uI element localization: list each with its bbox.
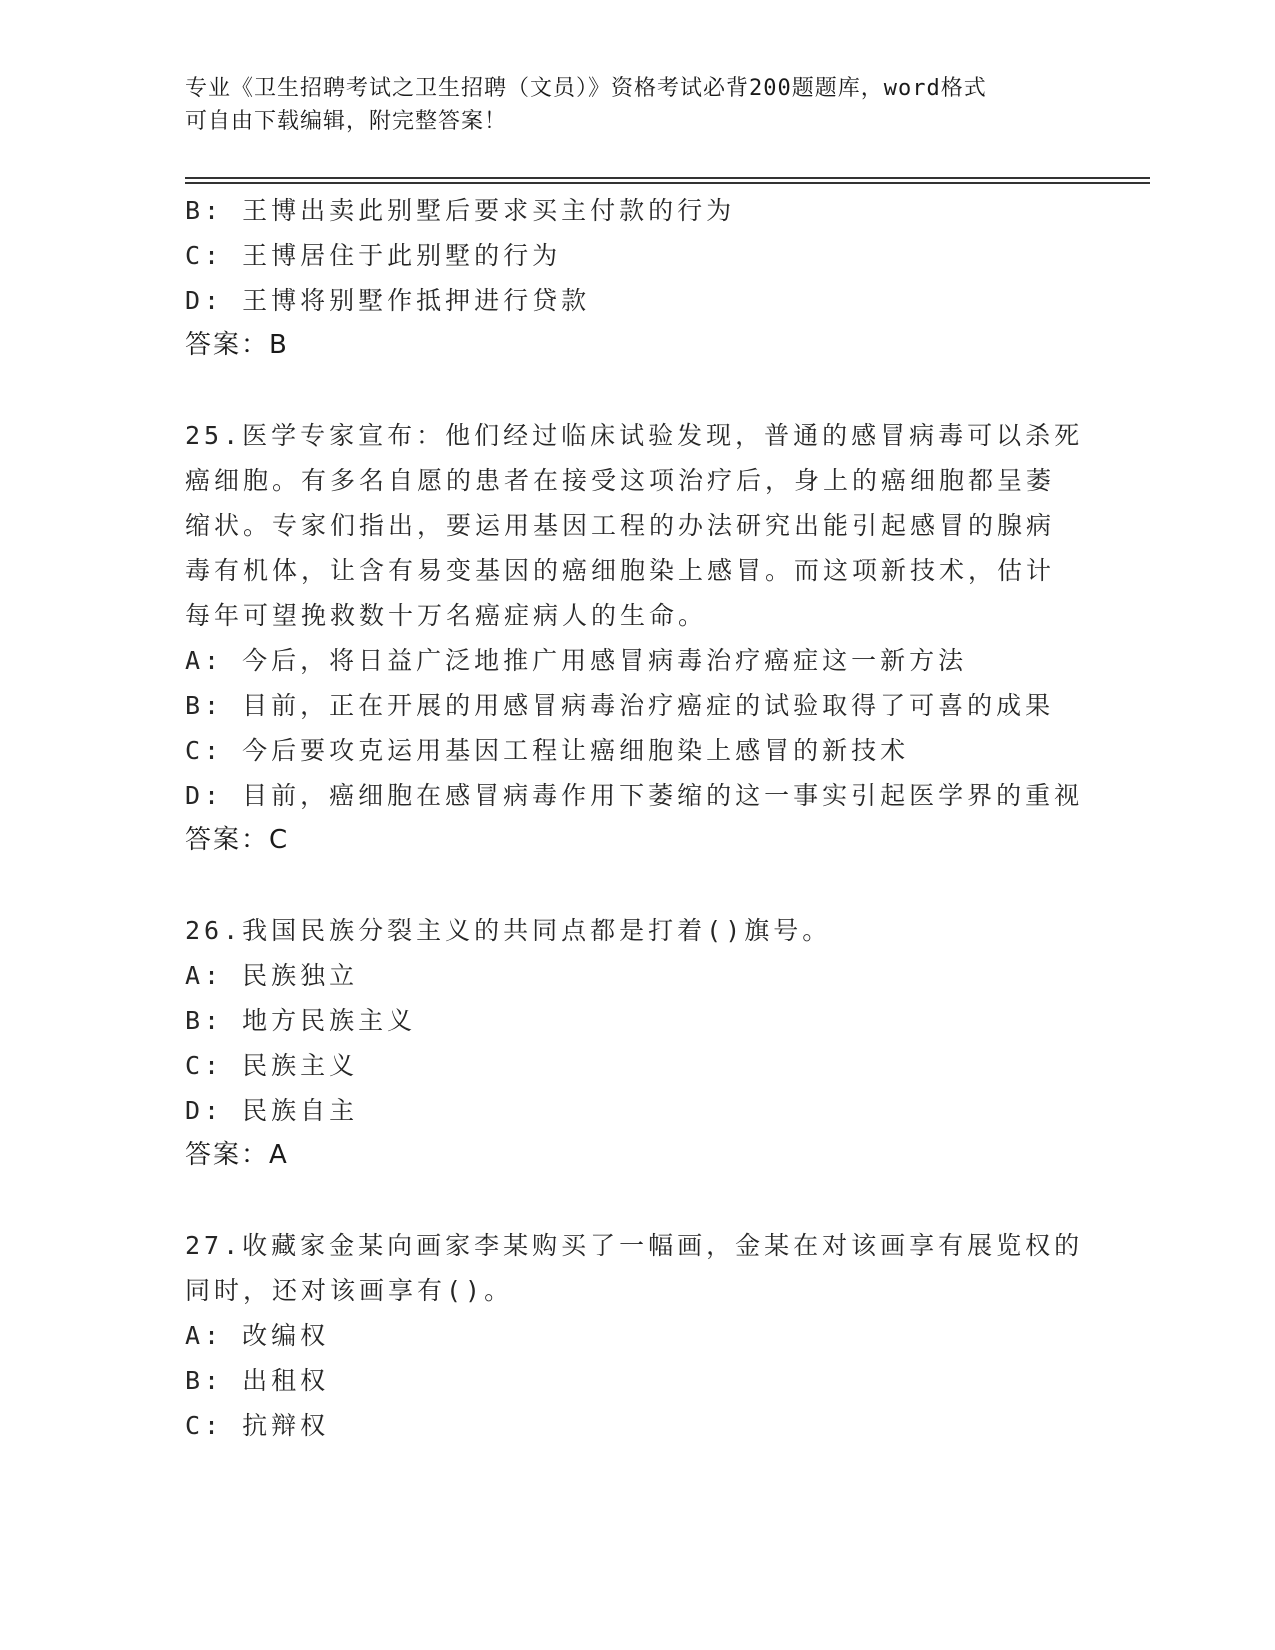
stem-line: 同时，还对该画享有()。 bbox=[185, 1276, 514, 1305]
stem-line: 26.我国民族分裂主义的共同点都是打着()旗号。 bbox=[185, 916, 832, 945]
option-a: A: 今后，将日益广泛地推广用感冒病毒治疗癌症这一新方法 bbox=[185, 646, 968, 675]
header-line-1: 专业《卫生招聘考试之卫生招聘（文员）》资格考试必背200题题库，word格式 bbox=[185, 76, 987, 101]
stem-line: 25.医学专家宣布：他们经过临床试验发现，普通的感冒病毒可以杀死 bbox=[185, 421, 1084, 450]
option-b: B: 出租权 bbox=[185, 1366, 330, 1395]
question-stem bbox=[185, 1223, 1085, 1313]
option-a: A: 民族独立 bbox=[185, 961, 359, 990]
spacer bbox=[185, 368, 1085, 413]
option-b: B: 王博出卖此别墅后要求买主付款的行为 bbox=[185, 196, 736, 225]
option-a: A: 改编权 bbox=[185, 1321, 330, 1350]
question-25 bbox=[185, 413, 1085, 863]
stem-line: 癌细胞。有多名自愿的患者在接受这项治疗后，身上的癌细胞都呈萎 bbox=[185, 466, 1056, 495]
question-stem bbox=[185, 908, 1085, 953]
answer-line: 答案：B bbox=[185, 330, 289, 360]
question-24-tail bbox=[185, 188, 1085, 368]
answer-line: 答案：A bbox=[185, 1140, 289, 1170]
spacer bbox=[185, 1178, 1085, 1223]
option-c: C: 今后要攻克运用基因工程让癌细胞染上感冒的新技术 bbox=[185, 736, 910, 765]
option-c: C: 王博居住于此别墅的行为 bbox=[185, 241, 562, 270]
option-d: D: 王博将别墅作抵押进行贷款 bbox=[185, 286, 591, 315]
option-b: B: 地方民族主义 bbox=[185, 1006, 417, 1035]
option-c: C: 民族主义 bbox=[185, 1051, 359, 1080]
spacer bbox=[185, 863, 1085, 908]
option-b: B: 目前，正在开展的用感冒病毒治疗癌症的试验取得了可喜的成果 bbox=[185, 691, 1055, 720]
question-27 bbox=[185, 1223, 1085, 1448]
stem-line: 每年可望挽救数十万名癌症病人的生命。 bbox=[185, 601, 708, 630]
question-stem bbox=[185, 413, 1085, 638]
header-line-2: 可自由下载编辑，附完整答案！ bbox=[185, 109, 508, 134]
stem-line: 缩状。专家们指出，要运用基因工程的办法研究出能引起感冒的腺病 bbox=[185, 511, 1056, 540]
option-d: D: 民族自主 bbox=[185, 1096, 359, 1125]
option-c: C: 抗辩权 bbox=[185, 1411, 330, 1440]
question-26 bbox=[185, 908, 1085, 1178]
stem-line: 27.收藏家金某向画家李某购买了一幅画，金某在对该画享有展览权的 bbox=[185, 1231, 1084, 1260]
question-list bbox=[185, 188, 1085, 1448]
option-d: D: 目前，癌细胞在感冒病毒作用下萎缩的这一事实引起医学界的重视 bbox=[185, 781, 1084, 810]
answer-line: 答案：C bbox=[185, 825, 290, 855]
header-divider-bottom bbox=[185, 182, 1150, 184]
document-header bbox=[185, 72, 1065, 138]
stem-line: 毒有机体，让含有易变基因的癌细胞染上感冒。而这项新技术，估计 bbox=[185, 556, 1056, 585]
header-divider-top bbox=[185, 177, 1150, 179]
